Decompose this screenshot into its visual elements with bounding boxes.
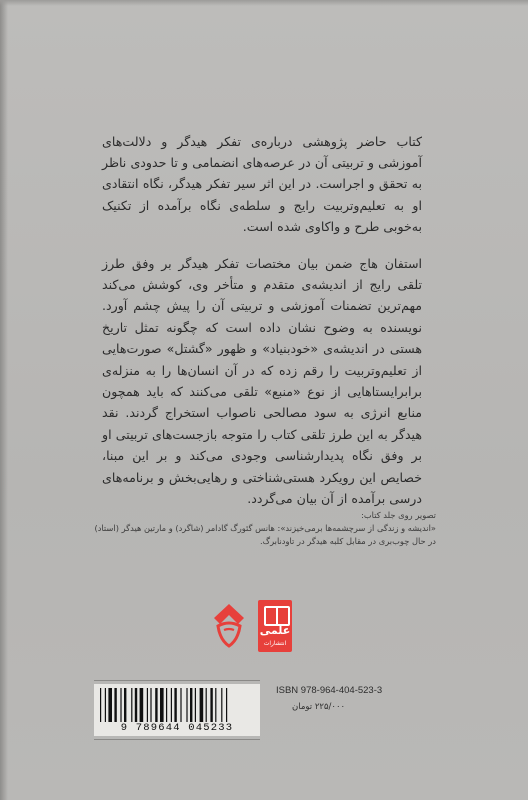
barcode-bar [105, 688, 106, 722]
ali-publisher-name: علمی [259, 624, 291, 637]
barcode-bar [150, 688, 151, 722]
barcode-bar [114, 688, 116, 722]
ali-publisher-logo [258, 600, 292, 652]
barcode-bar [200, 688, 204, 722]
barcode-bar [124, 688, 126, 722]
price-text: ۲۲۵/۰۰۰ تومان [292, 702, 346, 712]
barcode-bar [174, 688, 176, 722]
barcode-bar [190, 688, 192, 722]
farhang-publisher-logo [208, 600, 250, 652]
barcode-bar [226, 688, 227, 722]
barcode-bar [180, 688, 181, 722]
barcode-bar [221, 688, 222, 722]
barcode-bar [120, 688, 121, 722]
barcode-bar [140, 688, 144, 722]
spine-shadow [0, 0, 8, 800]
ali-publisher-sub: انتشارات [263, 640, 287, 647]
barcode-bar [206, 688, 207, 722]
barcode-bar [147, 688, 148, 722]
isbn-text: ISBN 978-964-404-523-3 [276, 685, 383, 696]
barcode-bar [108, 688, 112, 722]
cover-image-caption-label: تصویر روی جلد کتاب: [361, 510, 436, 520]
barcode-bars [100, 688, 254, 722]
barcode-bar [160, 688, 164, 722]
barcode-bar [135, 688, 137, 722]
barcode-bar [171, 688, 172, 722]
book-icon [264, 606, 290, 626]
barcode-bar [186, 688, 187, 722]
barcode-bar [210, 688, 212, 722]
barcode-bar [100, 688, 101, 722]
top-edge-shadow [0, 0, 528, 6]
cover-image-caption: «اندیشه و زندگی از سرچشمه‌ها برمی‌خیزند»: هانس گئورگ گادامر (شاگرد) و مارتین هیدگر (استاد) در حال چوب‌بری در مقابل کلبه هیدگر در تاودنابرگ. [94, 523, 436, 546]
barcode-digits: 9 789644 045233 [120, 722, 234, 734]
barcode-bar [166, 688, 167, 722]
barcode-bar [155, 688, 157, 722]
barcode-bar [195, 688, 196, 722]
barcode [94, 684, 260, 736]
barcode-bar [131, 688, 132, 722]
barcode-bar [215, 688, 216, 722]
blurb-paragraph-1: کتاب حاضر پژوهشی درباره‌ی تفکر هیدگر و دلالت‌های آموزشی و تربیتی آن در عرصه‌های انضمامی و تا حدودی ناظر به تحقق و اجراست. در این اثر سیر تفکر هیدگر، نگاه انتقادی او به تعلیم‌وتربیت رایج و سلطه‌ی نگاه برآمده از تکنیک به‌خوبی طرح و واکاوی شده است. [102, 133, 422, 235]
blurb-paragraph-2: استفان هاج ضمن بیان مختصات تفکر هیدگر بر وفق طرز تلقی رایج از اندیشه‌ی متقدم و متأخر وی، کوشش می‌کند مهم‌ترین تضمنات آموزشی و تربیتی آن را پیش چشم آورد. نویسنده به وضوح نشان داده است که چگونه تمثل تاریخ هستی در اندیشه‌ی «خودبنیاد» و ظهور «گشتل» صورت‌هایی از تعلیم‌وتربیت را رقم زده که در آن انسان‌ها را به منزله‌ی برابرایستاهایی از نوع «منبع» تلقی می‌کنند که باید همچون منابع انرژی به سود مصالحی ناصواب استخراج گردند. نقد هیدگر به این طرز تلقی کتاب را متوجه بازجست‌های تربیتی او بر وفق نگاه پدیدارشناسی وجودی می‌کند و بر این مبنا، خصایص این رویکرد هستی‌شناختی و رهایی‌بخش و برنامه‌های درسی برآمده از آن بیان می‌گردد. [102, 255, 422, 507]
